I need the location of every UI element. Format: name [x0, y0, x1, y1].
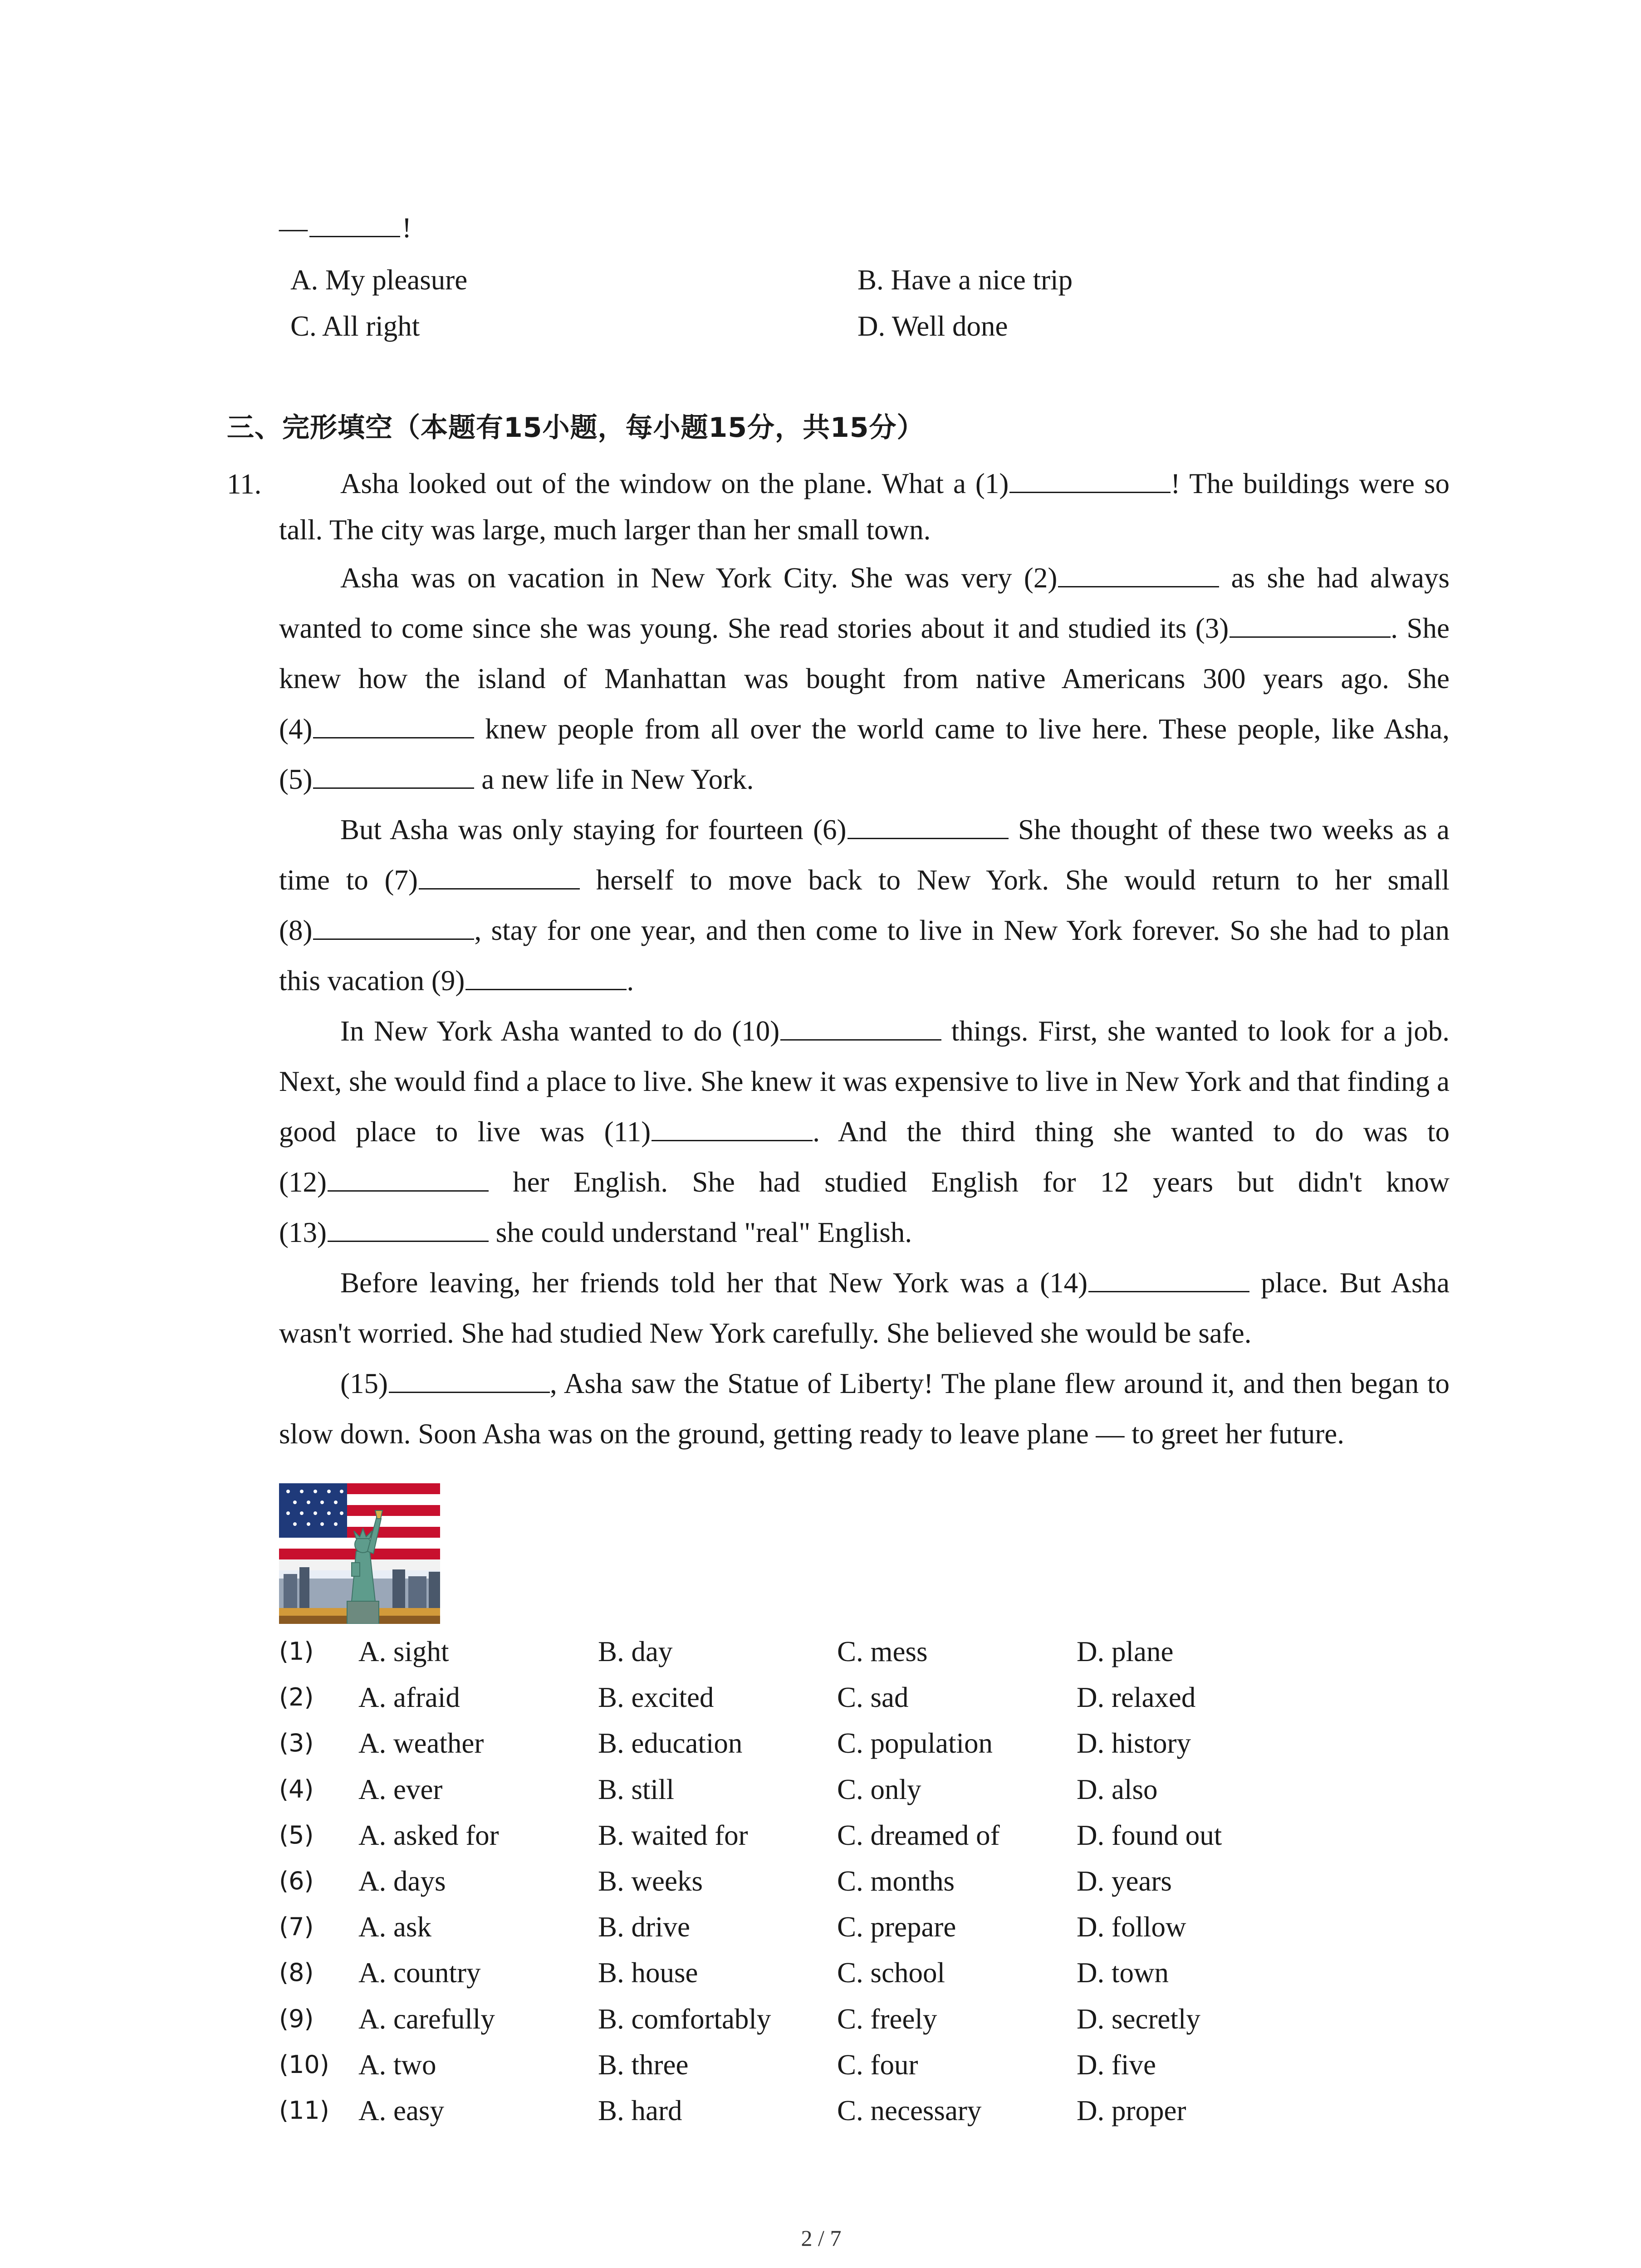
option-number: (11) [279, 2096, 329, 2125]
passage-text: In New York Asha wanted to do [340, 1015, 732, 1047]
blank-number: (12) [279, 1166, 327, 1198]
blank-line [313, 764, 474, 789]
option-number: (7) [279, 1912, 314, 1941]
option-b: B. day [598, 1636, 673, 1667]
passage-text: . [627, 965, 634, 997]
option-b: B. education [598, 1727, 743, 1760]
page-number: 2 / 7 [801, 2225, 842, 2251]
prev-option-a: A. My pleasure [290, 264, 468, 296]
passage-text: she could understand "real" English. [488, 1217, 912, 1248]
blank-number: (9) [431, 965, 465, 997]
passage-text: . She knew how the island of Manhattan was bought from native Americans 300 years ago. She [279, 612, 1450, 694]
option-b: B. still [598, 1773, 675, 1805]
blank-number: (4) [279, 713, 313, 745]
option-c: C. freely [837, 2003, 937, 2035]
option-d: D. proper [1077, 2094, 1186, 2126]
cloze-blank [340, 1368, 550, 1399]
blank-number: (14) [1040, 1267, 1088, 1299]
cloze-blank [813, 814, 1008, 846]
passage-text: place. But Asha wasn't worried. She had studied New York carefully. She believed she would be safe. [279, 1267, 1450, 1349]
passage-text: But Asha was only staying for fourteen [340, 814, 813, 846]
option-a: A. sight [358, 1636, 449, 1667]
option-a: A. afraid [358, 1681, 460, 1714]
prev-option-c: C. All right [290, 310, 420, 342]
option-d: D. years [1077, 1865, 1172, 1897]
option-a: A. country [358, 1957, 481, 1989]
option-a: A. weather [358, 1727, 484, 1760]
option-d: D. secretly [1077, 2003, 1200, 2035]
blank-number: (5) [279, 763, 313, 795]
option-b: B. house [598, 1957, 698, 1989]
option-d: D. plane [1077, 1636, 1174, 1667]
cloze-blank [1040, 1267, 1249, 1299]
cloze-blank [604, 1116, 813, 1148]
passage-paragraph [279, 805, 1450, 1006]
option-b: B. comfortably [598, 2003, 771, 2035]
passage-text: . And the third thing she wanted to do was to [813, 1116, 1450, 1148]
blank-line [652, 1116, 813, 1141]
prev-option-d: D. Well done [857, 310, 1008, 342]
option-c: C. school [837, 1957, 945, 1989]
option-number: (4) [279, 1774, 314, 1804]
option-c: C. sad [837, 1681, 909, 1714]
option-d: D. town [1077, 1957, 1169, 1989]
cloze-blank [279, 763, 474, 795]
cloze-blank [279, 713, 474, 745]
passage-text: things. First, she wanted to look for a job. Next, she would find a place to live. She knew it was expensive to live in New York and that finding a good place to live was [279, 1015, 1450, 1148]
blank-line [1009, 468, 1171, 493]
blank-number: (1) [975, 468, 1009, 499]
option-number: (8) [279, 1958, 314, 1987]
blank-number: (13) [279, 1217, 327, 1248]
option-d: D. also [1077, 1773, 1158, 1805]
passage-text: She thought of these two weeks as a time to [279, 814, 1450, 896]
option-b: B. hard [598, 2094, 682, 2126]
option-d: D. history [1077, 1727, 1191, 1760]
passage-paragraph [279, 460, 1450, 553]
previous-question-blank: — ! [279, 212, 411, 244]
blank-line [1058, 562, 1219, 587]
blank-line [419, 865, 580, 890]
option-c: C. months [837, 1865, 955, 1897]
blank-line [465, 965, 627, 990]
option-c: C. population [837, 1727, 993, 1760]
option-number: (1) [279, 1637, 314, 1666]
prev-option-b: B. Have a nice trip [857, 264, 1073, 296]
cloze-blank [1195, 612, 1391, 644]
blank-number: (11) [604, 1116, 651, 1148]
cloze-blank [385, 864, 580, 896]
passage-paragraph [279, 553, 1450, 805]
option-b: B. excited [598, 1681, 714, 1714]
passage-text: a new life in New York. [474, 763, 754, 795]
passage-text: , stay for one year, and then come to live in New York forever. So she had to plan this vacation [279, 914, 1450, 997]
passage-text: Asha was on vacation in New York City. She was very [340, 562, 1024, 594]
passage-text: her English. She had studied English for 12 years but didn't know [488, 1166, 1450, 1198]
blank-line [847, 814, 1009, 839]
cloze-blank [279, 1166, 489, 1198]
passage-paragraph [279, 1006, 1450, 1258]
section-heading: 三、完形填空（本题有15小题，每小题15分，共15分） [227, 412, 925, 444]
passage-text: as she had always wanted to come since she was young. She read stories about it and studied its [279, 562, 1450, 644]
option-number: (9) [279, 2004, 314, 2033]
option-c: C. prepare [837, 1911, 956, 1943]
blank-line [389, 1368, 550, 1393]
passage-text: ! The buildings were so tall. The city was large, much larger than her small town. [279, 468, 1450, 546]
blank-number: (15) [340, 1368, 388, 1399]
option-b: B. waited for [598, 1819, 748, 1851]
passage-text: , Asha saw the Statue of Liberty! The plane flew around it, and then began to slow down. Soon Asha was on the ground, getting ready to leave plane — to greet her future. [279, 1368, 1450, 1450]
passage-paragraph [279, 1359, 1450, 1459]
option-c: C. dreamed of [837, 1819, 1000, 1851]
option-c: C. necessary [837, 2094, 982, 2126]
blank-line [313, 915, 474, 940]
option-a: A. easy [358, 2094, 444, 2126]
option-a: A. ever [358, 1773, 443, 1805]
blank-number: (8) [279, 914, 313, 946]
option-d: D. relaxed [1077, 1681, 1196, 1714]
option-b: B. weeks [598, 1865, 703, 1897]
answer-blank [309, 213, 400, 237]
blank-line [1088, 1267, 1249, 1292]
blank-number: (3) [1195, 612, 1229, 644]
option-c: C. only [837, 1773, 921, 1805]
option-c: C. mess [837, 1636, 928, 1667]
option-number: (5) [279, 1820, 314, 1849]
cloze-passage [279, 460, 1450, 1459]
passage-text: Before leaving, her friends told her that New York was a [340, 1267, 1040, 1299]
statue-of-liberty-flag-icon [279, 1483, 440, 1624]
question-number: 11. [227, 468, 262, 500]
option-b: B. three [598, 2048, 689, 2081]
option-b: B. drive [598, 1911, 690, 1943]
option-a: A. carefully [358, 2003, 495, 2035]
option-number: (2) [279, 1683, 314, 1712]
cloze-blank [732, 1015, 941, 1047]
option-d: D. follow [1077, 1911, 1186, 1943]
blank-number: (2) [1024, 562, 1058, 594]
cloze-blank [1024, 562, 1219, 594]
option-a: A. two [358, 2048, 436, 2081]
blank-line [780, 1016, 941, 1041]
option-a: A. ask [358, 1911, 431, 1943]
cloze-blank [279, 1217, 489, 1248]
passage-text: Asha looked out of the window on the plane. What a [340, 468, 975, 499]
passage-text: herself to move back to New York. She would return to her small [579, 864, 1450, 896]
cloze-blank [975, 468, 1171, 499]
blank-number: (7) [384, 864, 418, 896]
blank-number: (10) [732, 1015, 780, 1047]
blank-line [313, 714, 474, 738]
option-d: D. five [1077, 2048, 1156, 2081]
blank-number: (6) [813, 814, 847, 846]
option-number: (3) [279, 1729, 314, 1758]
blank-line [1230, 613, 1391, 638]
option-d: D. found out [1077, 1819, 1222, 1851]
blank-line [328, 1217, 489, 1242]
cloze-blank [431, 965, 627, 997]
passage-paragraph [279, 1258, 1450, 1359]
passage-text: knew people from all over the world came to live here. These people, like Asha, [474, 713, 1450, 745]
option-a: A. asked for [358, 1819, 499, 1851]
cloze-blank [279, 914, 474, 946]
blank-line [328, 1167, 489, 1192]
option-a: A. days [358, 1865, 446, 1897]
option-number: (6) [279, 1866, 314, 1895]
option-number: (10) [279, 2050, 329, 2079]
option-c: C. four [837, 2048, 918, 2081]
